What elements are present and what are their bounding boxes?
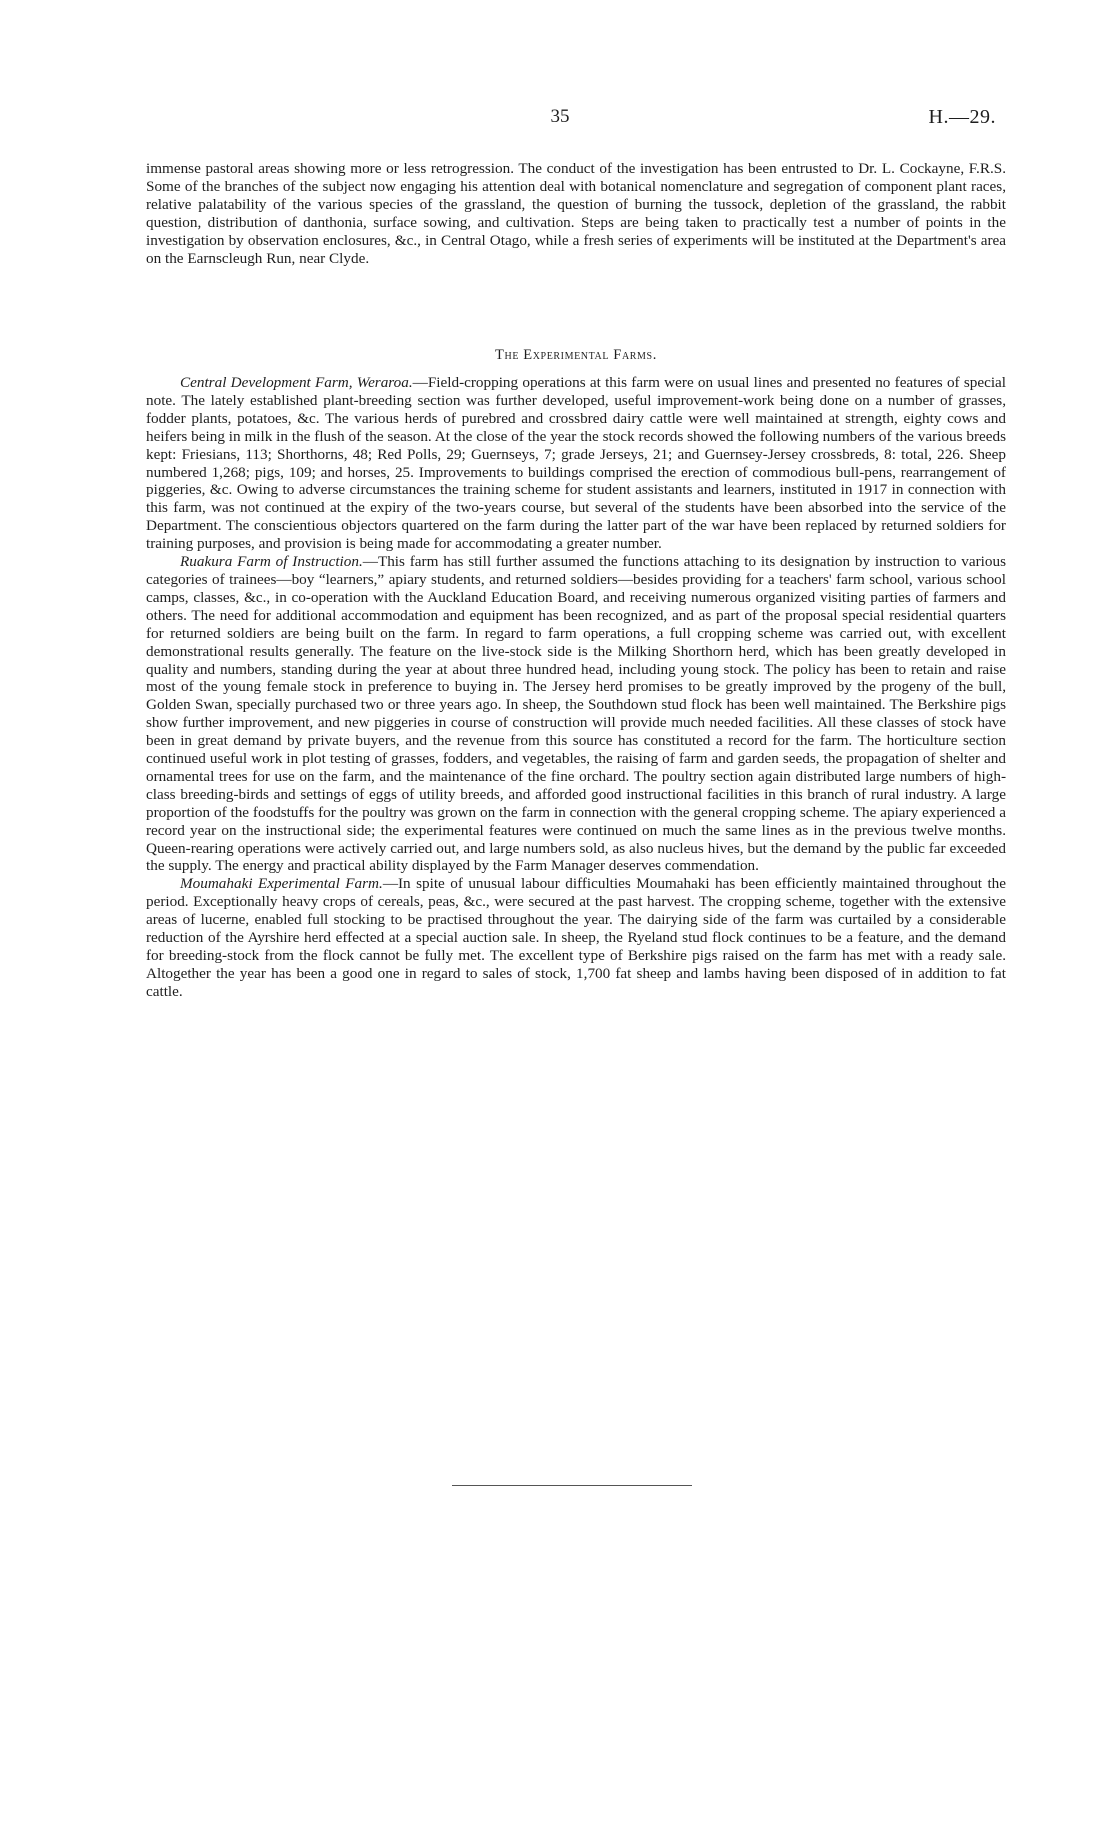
paragraph-moumahaki bbox=[146, 875, 1006, 1000]
intro-paragraph: immense pastoral areas showing more or less retrogression. The conduct of the investigation has been entrusted to Dr. L. Cockayne, F.R.S. Some of the branches of the subject now engaging his attention deal with botanical nomenclature and segregation of component plant races, relative palatability of the various species of the grassland, the question of burning the tussock, depletion of the grassland, the rabbit question, distribution of danthonia, surface sowing, and cultivation. Steps are being taken to practically test a number of points in the investigation by observation enclosures, &c., in Central Otago, while a fresh series of experiments will be instituted at the Department's area on the Earnscleugh Run, near Clyde. bbox=[146, 160, 1006, 267]
intro-paragraph-block bbox=[146, 160, 1006, 267]
paragraph-text-weraroa: —Field-cropping operations at this farm were on usual lines and presented no features of special note. The lately established plant-breeding section was further developed, useful improvement-work being done on a number of grasses, fodder plants, potatoes, &c. The various herds of purebred and crossbred dairy cattle were well maintained at strength, eighty cows and heifers being in milk in the flush of the season. At the close of the year the stock records showed the following numbers of the various breeds kept: Friesians, 113; Shorthorns, 48; Red Polls, 29; Guernseys, 7; grade Jerseys, 21; and Guernsey-Jersey crossbreds, 8: total, 226. Sheep numbered 1,268; pigs, 109; and horses, 25. Improvements to buildings comprised the erection of commodious bull-pens, rearrangement of piggeries, &c. Owing to adverse circumstances the training scheme for student assistants and learners, instituted in 1917 in connection with this farm, was not continued at the expiry of the two-years course, but several of the students have been absorbed into the service of the Department. The conscientious objectors quartered on the farm during the latter part of the war have been replaced by returned soldiers for training purposes, and provision is being made for accommodating a greater number. bbox=[146, 374, 1007, 553]
farm-title-ruakura: Ruakura Farm of Instruction. bbox=[180, 553, 363, 571]
farm-title-weraroa: Central Development Farm, Weraroa. bbox=[180, 374, 413, 391]
section-end-rule bbox=[452, 1485, 692, 1486]
page-number: 35 bbox=[550, 106, 570, 127]
farm-title-moumahaki: Moumahaki Experimental Farm. bbox=[180, 875, 383, 893]
document-reference: H.—29. bbox=[928, 106, 996, 128]
section-heading: The Experimental Farms. bbox=[495, 347, 657, 363]
paragraph-weraroa bbox=[146, 374, 1006, 553]
paragraph-ruakura bbox=[146, 553, 1006, 875]
paragraph-text-moumahaki: —In spite of unusual labour difficulties Moumahaki has been efficiently maintained throughout the period. Exceptionally heavy crops of cereals, peas, &c., were secured at the past harvest. The cropping scheme, together with the extensive areas of lucerne, enabled full stocking to be practised throughout the year. The dairying side of the farm was curtailed by a considerable reduction of the Ayrshire herd effected at a special auction sale. In sheep, the Ryeland stud flock continues to be a feature, and the demand for breeding-stock from the flock cannot be fully met. The excellent type of Berkshire pigs raised on the farm has met with a ready sale. Altogether the year has been a good one in regard to sales of stock, 1,700 fat sheep and lambs having been disposed of in addition to fat cattle. bbox=[146, 875, 1007, 1000]
farms-section bbox=[146, 374, 1006, 1001]
paragraph-text-ruakura: —This farm has still further assumed the functions attaching to its designation by instruction to various categories of trainees—boy “learners,” apiary students, and returned soldiers—besides providing for a teachers' farm school, various school camps, classes, &c., in co-operation with the Auckland Education Board, and receiving numerous organized visiting parties of farmers and others. The need for additional accommodation and equipment has been recognized, and as part of the proposal special residential quarters for returned soldiers are being built on the farm. In regard to farm operations, a full cropping scheme was carried out, with excellent demonstrational results generally. The feature on the live-stock side is the Milking Shorthorn herd, which has been greatly developed in quality and numbers, standing during the year at about three hundred head, including young stock. The policy has been to retain and raise most of the young female stock in preference to buying in. The Jersey herd promises to be greatly improved by the progeny of the bull, Golden Swan, specially purchased two or three years ago. In sheep, the Southdown stud flock has been well maintained. The Berkshire pigs show further improvement, and new piggeries in course of construction will provide much needed facilities. All these classes of stock have been in great demand by private buyers, and the revenue from this source has constituted a record for the farm. The horticulture section continued useful work in plot testing of grasses, fodders, and vegetables, the raising of farm and garden seeds, the propagation of shelter and ornamental trees for use on the farm, and the maintenance of the fine orchard. The poultry section again distributed large numbers of high-class breeding-birds and settings of eggs of utility breeds, and afforded good instructional facilities in this branch of rural industry. A large proportion of the foodstuffs for the poultry was grown on the farm in connection with the general cropping scheme. The apiary experienced a record year on the instructional side; the experimental features were continued on much the same lines as in the previous twelve months. Queen-rearing operations were actively carried out, and large numbers sold, as also nucleus hives, but the demand by the public far exceeded the supply. The energy and practical ability displayed by the Farm Manager deserves commendation. bbox=[146, 553, 1006, 875]
